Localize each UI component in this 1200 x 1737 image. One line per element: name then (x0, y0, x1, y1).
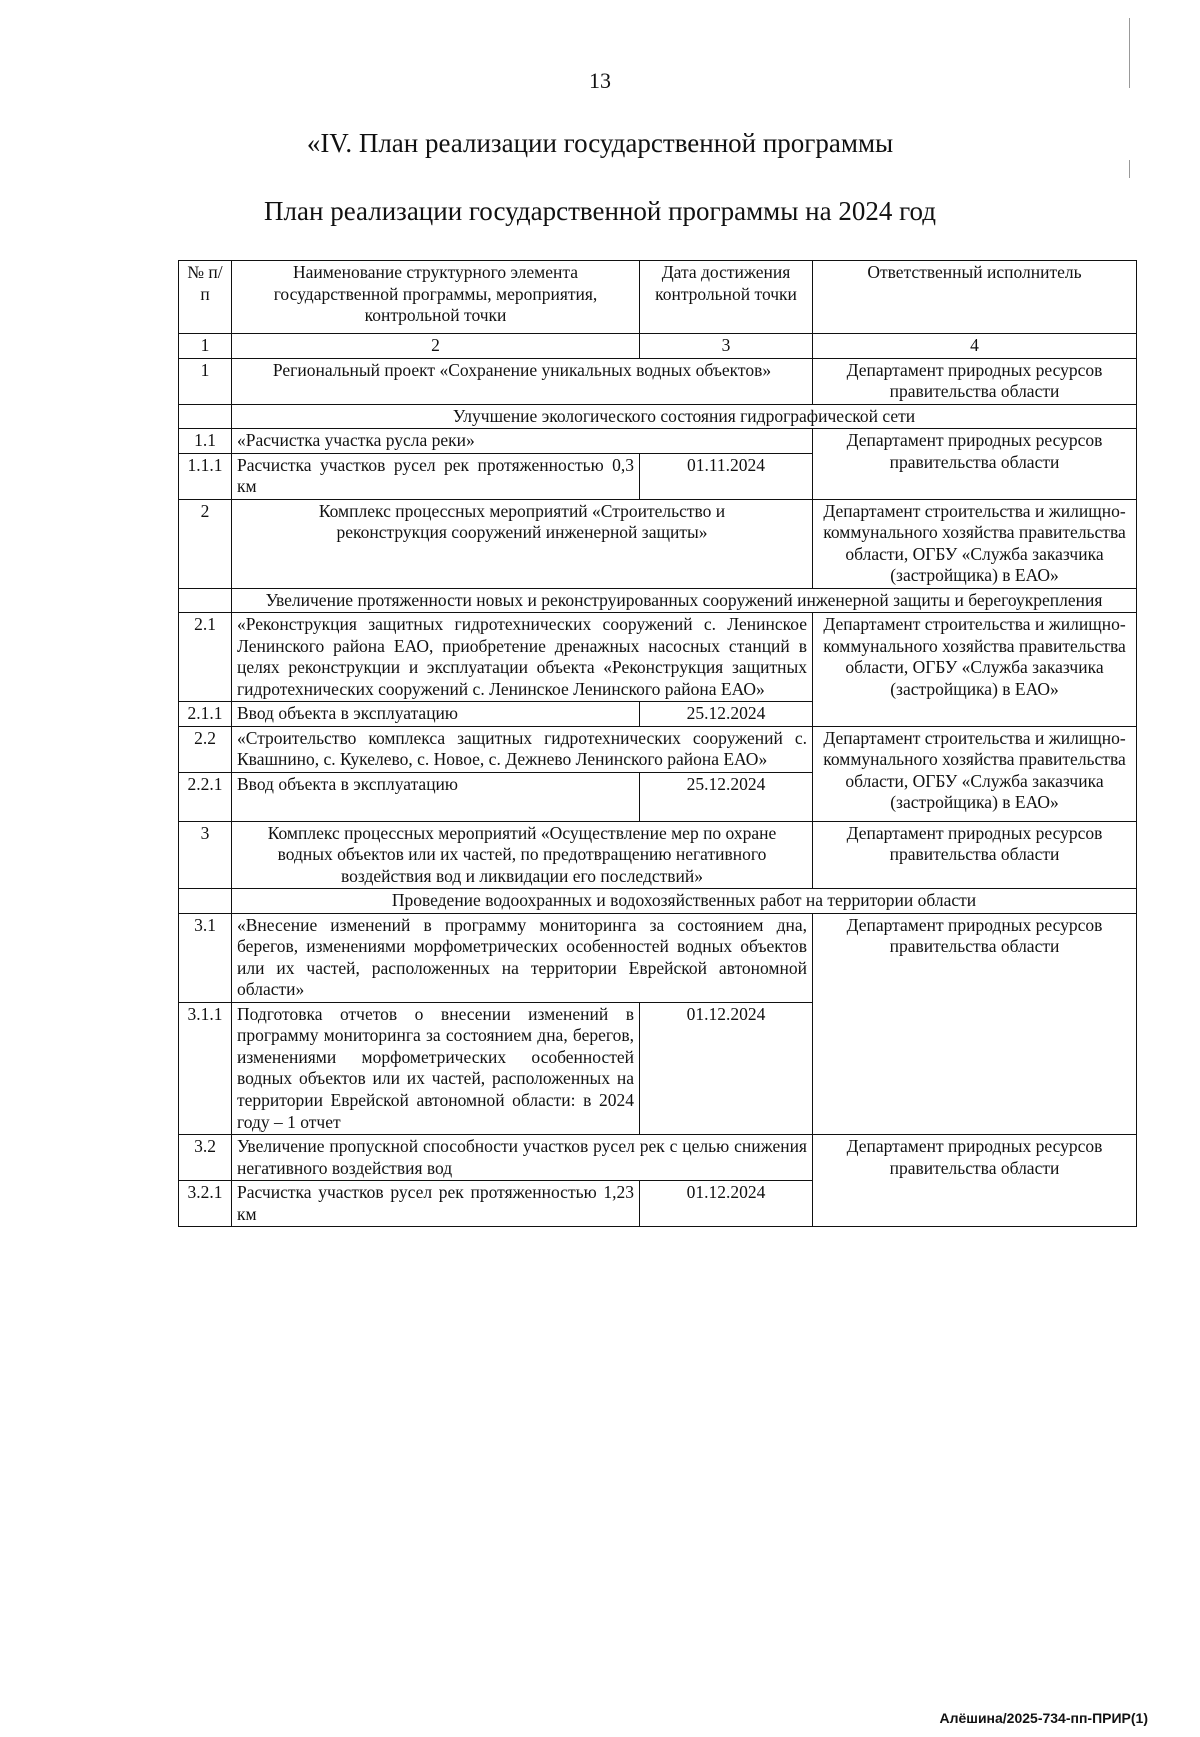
row-name: «Внесение изменений в программу мониторинга за состоянием дна, берегов, изменениями морфометрических особенностей водных объектов или их частей, расположенных на территории Еврейской автономной области» (232, 913, 813, 1002)
row-name: «Реконструкция защитных гидротехнических сооружений с. Ленинское Ленинского района ЕАО, приобретение дренажных насосных станций в целях реконструкции и эксплуатации объекта «Реконструкция защитных гидротехнических сооружений с. Ленинское Ленинского района ЕАО» (232, 613, 813, 702)
row-name: Ввод объекта в эксплуатацию (232, 772, 640, 821)
header-date: Дата достижения контрольной точки (640, 261, 813, 334)
column-number-row (179, 334, 1137, 359)
col-number: 2 (232, 334, 640, 359)
table-row (179, 913, 1137, 1002)
row-num: 2 (179, 499, 232, 588)
row-responsible: Департамент природных ресурсов правительства области (813, 913, 1137, 1134)
table-row (179, 1135, 1137, 1181)
table-header-row (179, 261, 1137, 334)
section-row (179, 889, 1137, 914)
row-num (179, 588, 232, 613)
row-responsible: Департамент природных ресурсов правительства области (813, 429, 1137, 500)
row-date: 01.11.2024 (640, 453, 813, 499)
row-num: 2.1.1 (179, 702, 232, 727)
row-name: Комплекс процессных мероприятий «Строительство и реконструкция сооружений инженерной защиты» (232, 499, 813, 588)
section-row (179, 588, 1137, 613)
row-name: Расчистка участков русел рек протяженностью 0,3 км (232, 453, 640, 499)
table-row (179, 726, 1137, 772)
section-heading: Улучшение экологического состояния гидрографической сети (232, 404, 1137, 429)
row-num: 1.1 (179, 429, 232, 454)
row-responsible: Департамент природных ресурсов правительства области (813, 821, 1137, 889)
row-num (179, 404, 232, 429)
table-row (179, 358, 1137, 404)
header-num: № п/п (179, 261, 232, 334)
row-num: 3.2 (179, 1135, 232, 1181)
table-row (179, 429, 1137, 454)
col-number: 1 (179, 334, 232, 359)
row-name: Подготовка отчетов о внесении изменений в программу мониторинга за состоянием дна, берегов, изменениями морфометрических особенностей водных объектов или их частей, расположенных на территории Еврейской автономной области: в 2024 году – 1 отчет (232, 1002, 640, 1134)
row-num: 2.2.1 (179, 772, 232, 821)
row-responsible: Департамент строительства и жилищно-коммунального хозяйства правительства области, ОГБУ «Служба заказчика (застройщика) в ЕАО» (813, 726, 1137, 821)
row-num: 2.2 (179, 726, 232, 772)
row-date: 01.12.2024 (640, 1181, 813, 1227)
row-date: 25.12.2024 (640, 702, 813, 727)
row-name: Комплекс процессных мероприятий «Осуществление мер по охране водных объектов или их частей, по предотвращению негативного воздействия вод и ликвидации его последствий» (232, 821, 813, 889)
section-title: «IV. План реализации государственной программы (306, 128, 894, 158)
row-name: Региональный проект «Сохранение уникальных водных объектов» (232, 358, 813, 404)
scan-edge-line (1129, 18, 1130, 88)
col-number: 3 (640, 334, 813, 359)
row-responsible: Департамент природных ресурсов правительства области (813, 1135, 1137, 1227)
row-num (179, 889, 232, 914)
page-number: 13 (589, 68, 611, 93)
row-name: «Расчистка участка русла реки» (232, 429, 813, 454)
row-responsible: Департамент природных ресурсов правительства области (813, 358, 1137, 404)
row-responsible: Департамент строительства и жилищно-коммунального хозяйства правительства области, ОГБУ «Служба заказчика (застройщика) в ЕАО» (813, 613, 1137, 727)
row-num: 1.1.1 (179, 453, 232, 499)
scan-edge-line (1129, 160, 1130, 178)
row-num: 3.1 (179, 913, 232, 1002)
plan-subtitle: План реализации государственной программы на 2024 год (264, 196, 936, 226)
row-name: Увеличение пропускной способности участков русел рек с целью снижения негативного воздействия вод (232, 1135, 813, 1181)
document-code: Алёшина/2025-734-пп-ПРИР(1) (939, 1710, 1148, 1726)
header-responsible: Ответственный исполнитель (813, 261, 1137, 334)
section-heading: Проведение водоохранных и водохозяйственных работ на территории области (232, 889, 1137, 914)
table-row (179, 499, 1137, 588)
table-row (179, 613, 1137, 702)
row-num: 1 (179, 358, 232, 404)
header-name: Наименование структурного элемента государственной программы, мероприятия, контрольной точки (232, 261, 640, 334)
table-row (179, 821, 1137, 889)
row-num: 3 (179, 821, 232, 889)
implementation-plan-table (178, 260, 1137, 1227)
row-num: 3.1.1 (179, 1002, 232, 1134)
col-number: 4 (813, 334, 1137, 359)
row-num: 3.2.1 (179, 1181, 232, 1227)
section-row (179, 404, 1137, 429)
row-num: 2.1 (179, 613, 232, 702)
row-date: 25.12.2024 (640, 772, 813, 821)
row-name: «Строительство комплекса защитных гидротехнических сооружений с. Квашнино, с. Кукелево, с. Новое, с. Дежнево Ленинского района ЕАО» (232, 726, 813, 772)
row-name: Расчистка участков русел рек протяженностью 1,23 км (232, 1181, 640, 1227)
row-name: Ввод объекта в эксплуатацию (232, 702, 640, 727)
row-responsible: Департамент строительства и жилищно-коммунального хозяйства правительства области, ОГБУ «Служба заказчика (застройщика) в ЕАО» (813, 499, 1137, 588)
row-date: 01.12.2024 (640, 1002, 813, 1134)
section-heading: Увеличение протяженности новых и реконструированных сооружений инженерной защиты и берегоукрепления (232, 588, 1137, 613)
